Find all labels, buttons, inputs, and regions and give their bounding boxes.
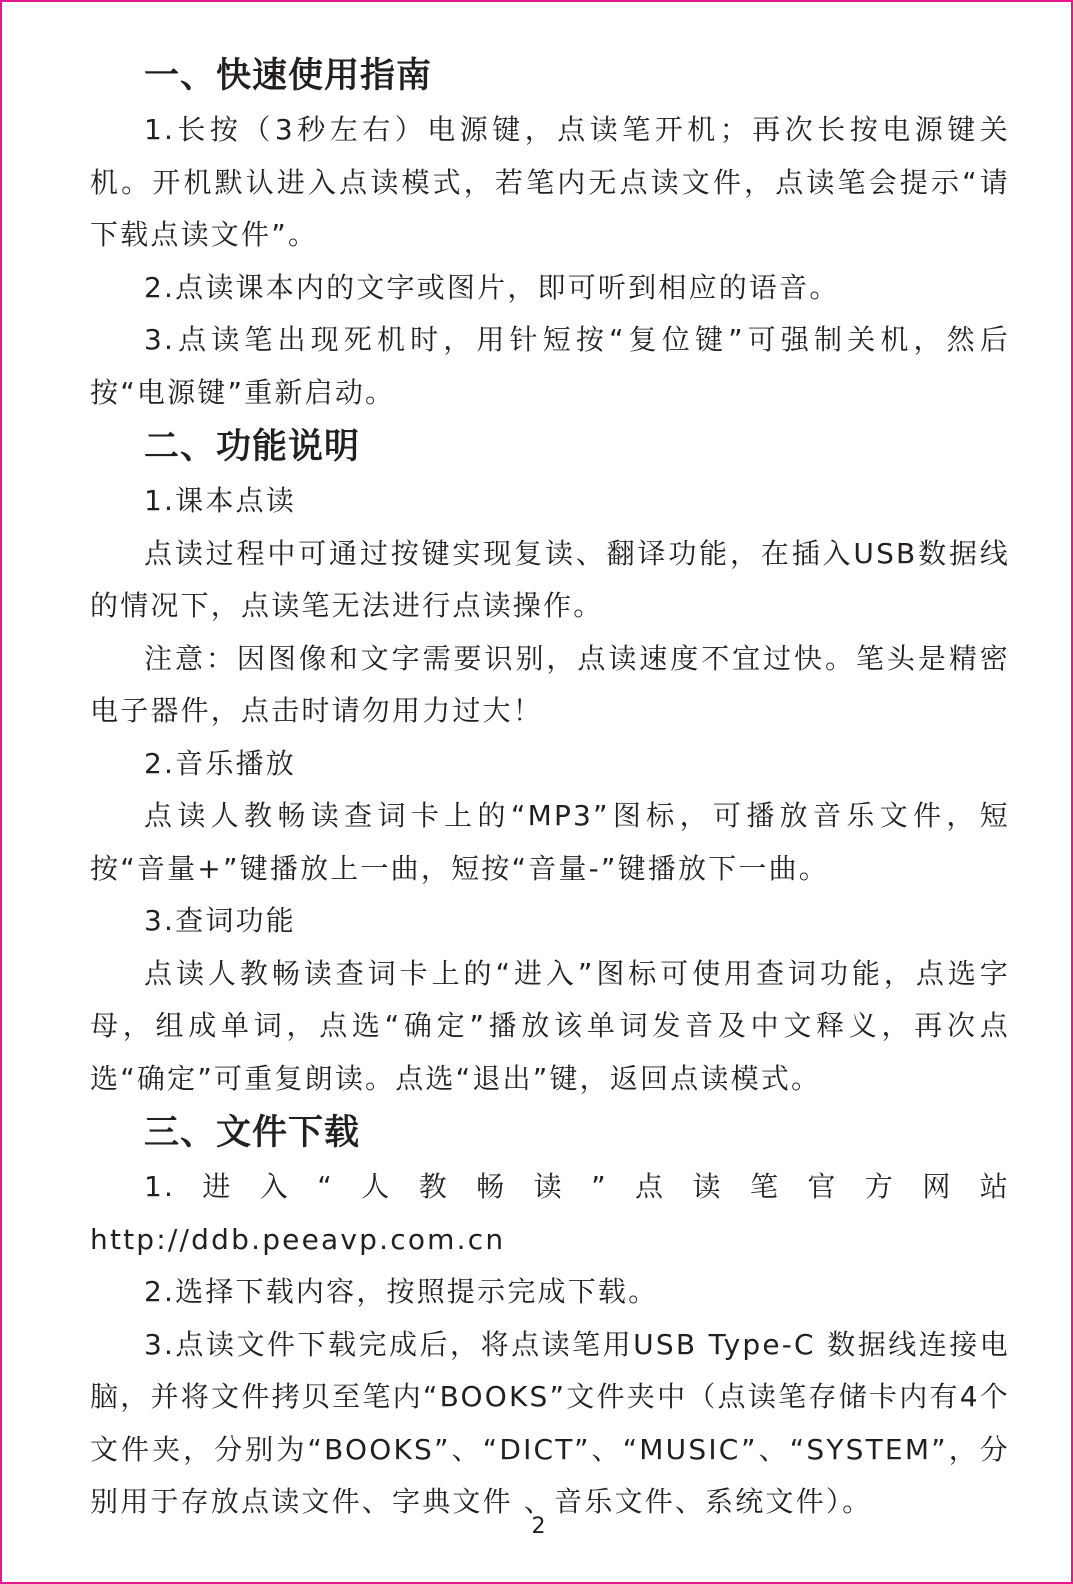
quick-guide-step-1: 1.长按（3秒左右）电源键，点读笔开机；再次长按电源键关机。开机默认进入点读模式，若笔内无点读文件，点读笔会提示“请下载点读文件”。	[90, 113, 1010, 251]
section-heading-download: 三、文件下载	[144, 1113, 361, 1153]
function-music-desc: 点读人教畅读查词卡上的“MP3”图标，可播放音乐文件，短按“音量+”键播放上一曲，短按“音量-”键播放下一曲。	[90, 799, 1010, 885]
function-subtitle-textbook-reading: 1.课本点读	[144, 484, 296, 517]
function-subtitle-music: 2.音乐播放	[144, 746, 296, 780]
function-note: 注意：因图像和文字需要识别，点读速度不宜过快。笔头是精密电子器件，点击时请勿用力过大！	[90, 641, 1010, 727]
quick-guide-step-2: 2.点读课本内的文字或图片，即可听到相应的语音。	[144, 270, 840, 304]
section-heading-functions: 二、功能说明	[144, 427, 361, 467]
section-heading-quick-guide: 一、快速使用指南	[144, 56, 433, 96]
page-number: 2	[531, 1514, 546, 1539]
function-textbook-reading-desc: 点读过程中可通过按键实现复读、翻译功能，在插入USB数据线的情况下，点读笔无法进行点读操作。	[90, 536, 1010, 622]
function-subtitle-dictionary: 3.查词功能	[144, 904, 296, 937]
download-step-3: 3.点读文件下载完成后，将点读笔用USB Type-C 数据线连接电脑，并将文件拷贝至笔内“BOOKS”文件夹中（点读笔存储卡内有4个文件夹，分别为“BOOKS”、“DICT”、“MUSIC”、“SYSTEM”，分别用于存放点读文件、字典文件 、音乐文件、系统文件）。	[90, 1327, 1010, 1518]
quick-guide-step-3: 3.点读笔出现死机时，用针短按“复位键”可强制关机，然后按“电源键”重新启动。	[90, 323, 1010, 409]
download-step-2: 2.选择下载内容，按照提示完成下载。	[144, 1275, 659, 1308]
function-dictionary-desc: 点读人教畅读查词卡上的“进入”图标可使用查词功能，点选字母，组成单词，点选“确定”播放该单词发音及中文释义，再次点选“确定”可重复朗读。点选“退出”键，返回点读模式。	[90, 956, 1010, 1095]
download-step-1: 1.进入“人教畅读”点读笔官方网站 http://ddb.peeavp.com.cn	[90, 1170, 1010, 1256]
document-body	[90, 48, 1010, 1529]
